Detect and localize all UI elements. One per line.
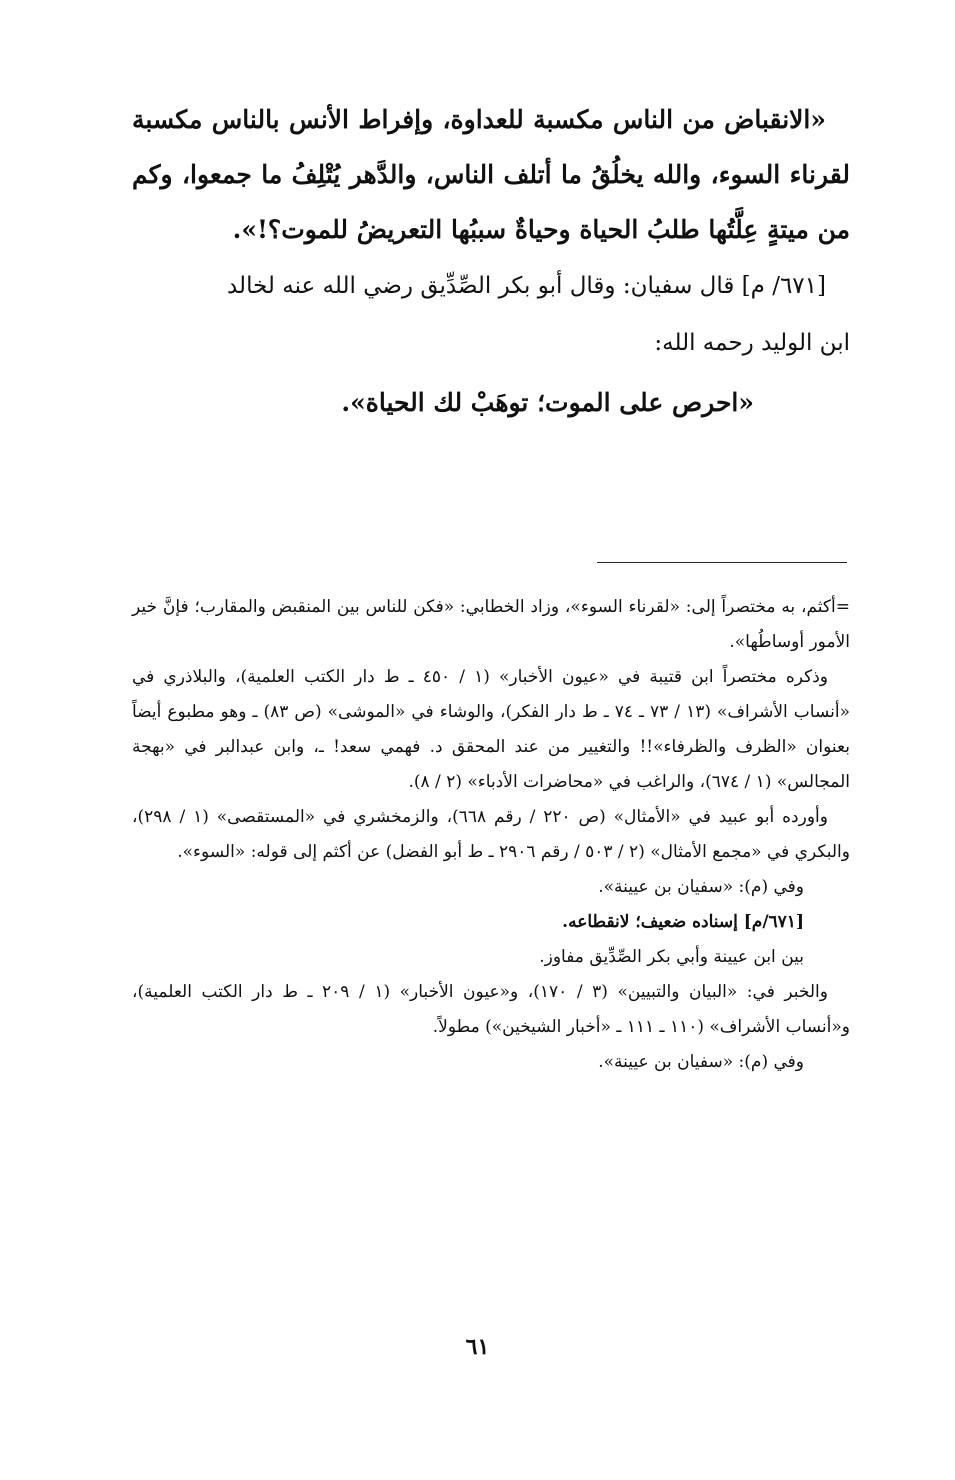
footnote-paragraph: وفي (م): «سفيان بن عيينة». <box>598 1052 804 1072</box>
footnotes <box>132 590 850 1080</box>
footnote-paragraph: وذكره مختصراً ابن قتيبة في «عيون الأخبار» (١ / ٤٥٠ ـ ط دار الكتب العلمية)، والبلاذري في «أنساب الأشراف» (١٣ / ٧٣ ـ ٧٤ ـ ط دار الفكر)، والوشاء في «الموشى» (ص ٨٣) ـ وهو مطبوع أيضاً بعنوان «الظرف والظرفاء»!! والتغيير من عند المحقق د. فهمي سعد! ـ، وابن عبدالبر في «بهجة المجالس» (١ / ٦٧٤)، والراغب في «محاضرات الأدباء» (٢ / ٨). <box>132 667 850 792</box>
main-text <box>132 92 850 430</box>
narration-line: ابن الوليد رحمه الله: <box>654 330 850 356</box>
quote-paragraph: «الانقباض من الناس مكسبة للعداوة، وإفراط الأنس بالناس مكسبة لقرناء السوء، والله يخلُقُ ما أتلف الناس، والدَّهر يُتْلِفُ ما جمعوا، وكم من ميتةٍ عِلَّتُها طلبُ الحياة وحياةٌ سببُها التعريضُ للموت؟!». <box>132 105 850 244</box>
footnote-paragraph: بين ابن عيينة وأبي بكر الصِّدِّيق مفاوز. <box>539 947 804 967</box>
footnote-paragraph: =أكثم، به مختصراً إلى: «لقرناء السوء»، وزاد الخطابي: «فكن للناس بين المنقبض والمقارب؛ فإنَّ خير الأمور أوساطُها». <box>132 597 850 652</box>
quote-paragraph: «احرص على الموت؛ توهَبْ لك الحياة». <box>341 388 754 417</box>
footnote-paragraph: وفي (م): «سفيان بن عيينة». <box>598 877 804 897</box>
footnote-heading: [٦٧١/م] إسناده ضعيف؛ لانقطاعه. <box>562 912 804 932</box>
footnote-paragraph: والخبر في: «البيان والتبيين» (٣ / ١٧٠)، و«عيون الأخبار» (١ / ٢٠٩ ـ ط دار الكتب العلمية)، و«أنساب الأشراف» (١١٠ ـ ١١١ ـ «أخبار الشيخين») مطولاً. <box>132 982 850 1037</box>
page-number: ٦١ <box>465 1334 490 1360</box>
narration-line: [٦٧١/ م] قال سفيان: وقال أبو بكر الصِّدِّيق رضي الله عنه لخالد <box>226 273 826 299</box>
footnote-paragraph: وأورده أبو عبيد في «الأمثال» (ص ٢٢٠ / رقم ٦٦٨)، والزمخشري في «المستقصى» (١ / ٢٩٨)، والبكري في «مجمع الأمثال» (٢ / ٥٠٣ / رقم ٢٩٠٦ ـ ط أبو الفضل) عن أكثم إلى قوله: «السوء». <box>132 807 850 862</box>
footnote-separator <box>597 562 847 563</box>
